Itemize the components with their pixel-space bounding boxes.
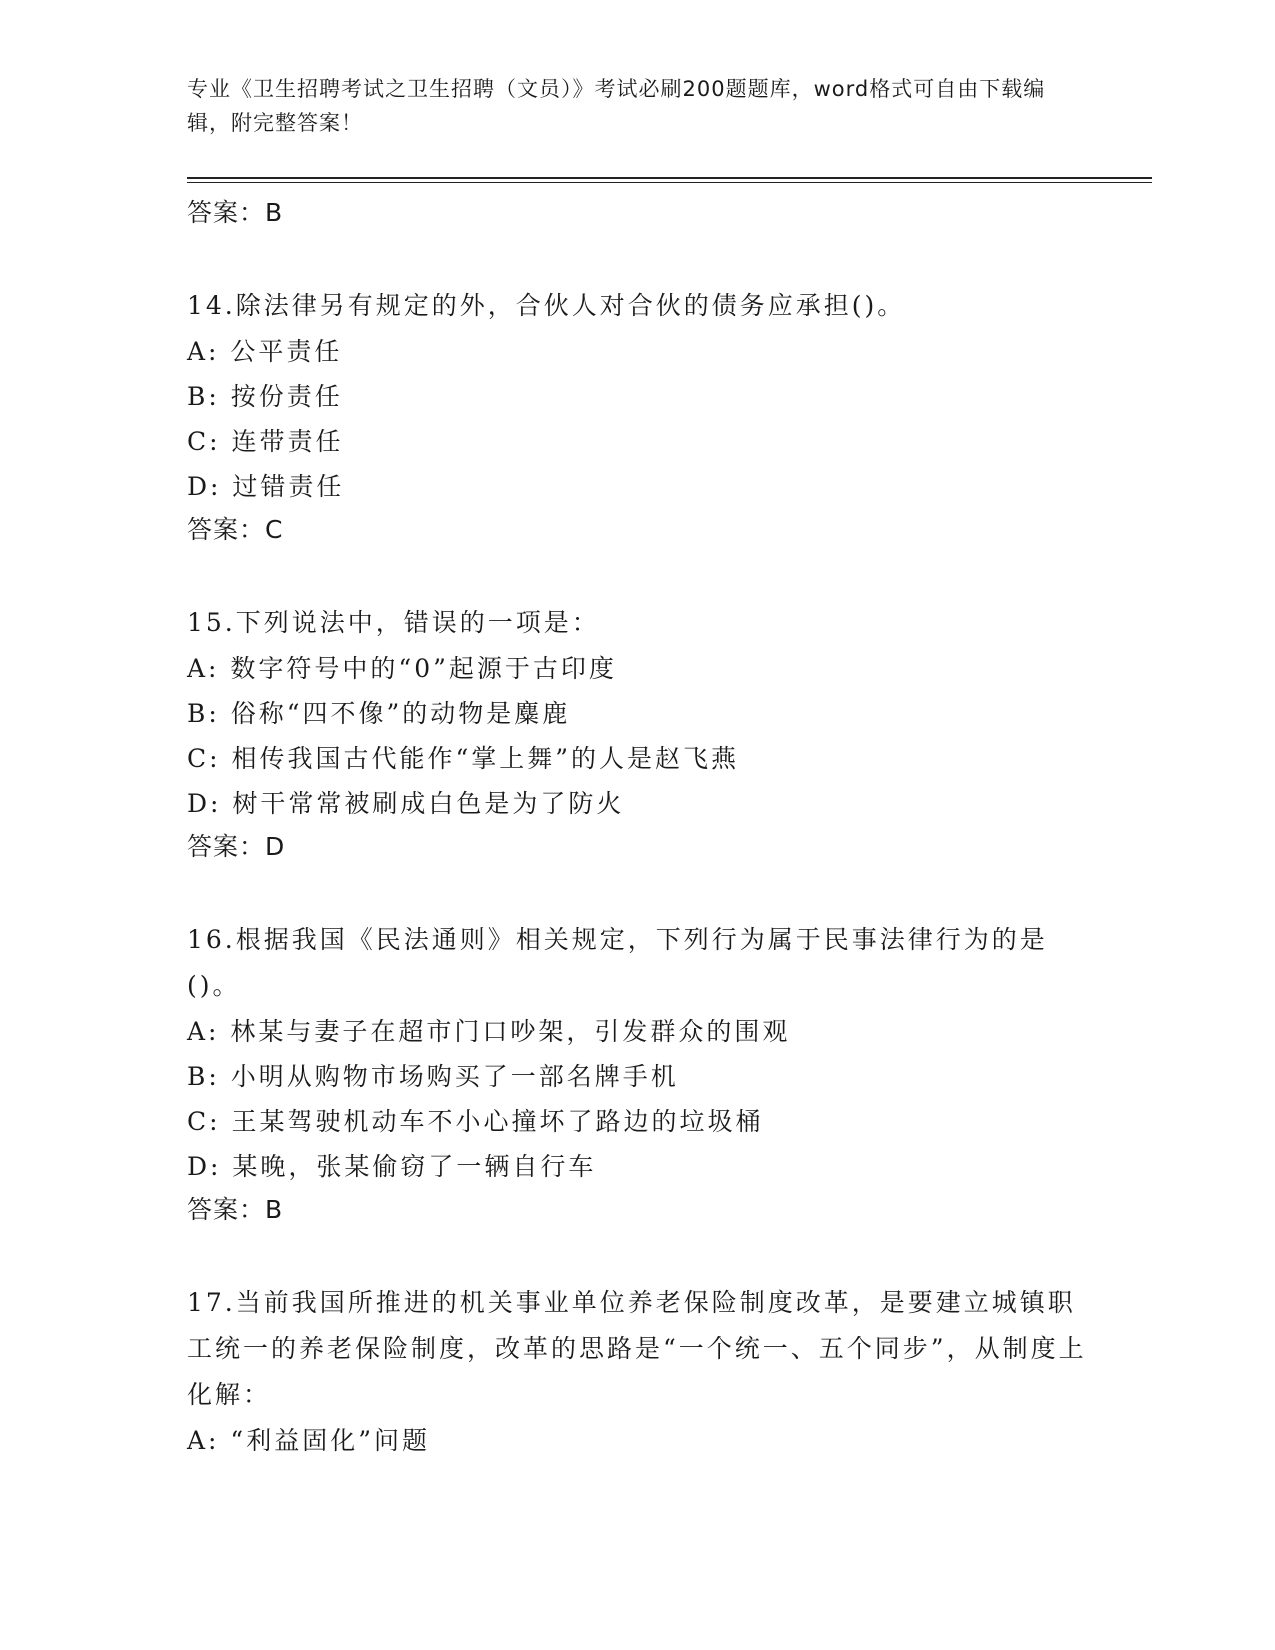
question-stem: 14.除法律另有规定的外，合伙人对合伙的债务应承担()。 [187, 291, 906, 320]
page-header: 专业《卫生招聘考试之卫生招聘（文员）》考试必刷200题题库，word格式可自由下载编辑，附完整答案！ [187, 77, 1046, 135]
answer-16: 答案：B [187, 1195, 284, 1224]
question-14 [187, 283, 1087, 547]
option-c: C: 王某驾驶机动车不小心撞坏了路边的垃圾桶 [187, 1107, 764, 1136]
option-d: D: 过错责任 [187, 472, 345, 501]
option-d: D: 树干常常被刷成白色是为了防火 [187, 789, 625, 818]
header-divider-thin [187, 182, 1152, 183]
answer-14: 答案：C [187, 515, 284, 544]
header-divider [187, 177, 1152, 179]
question-16 [187, 917, 1087, 1227]
option-a: A: 林某与妻子在超市门口吵架，引发群众的围观 [187, 1017, 791, 1046]
question-15 [187, 600, 1087, 864]
option-c: C: 相传我国古代能作“掌上舞”的人是赵飞燕 [187, 744, 740, 773]
question-list [187, 192, 1087, 1463]
option-c: C: 连带责任 [187, 427, 344, 456]
question-stem: 17.当前我国所推进的机关事业单位养老保险制度改革，是要建立城镇职工统一的养老保险制度，改革的思路是“一个统一、五个同步”，从制度上化解： [187, 1288, 1087, 1409]
option-b: B: 俗称“四不像”的动物是麋鹿 [187, 699, 571, 728]
question-17 [187, 1280, 1087, 1463]
question-stem: 15.下列说法中，错误的一项是： [187, 608, 600, 637]
option-b: B: 小明从购物市场购买了一部名牌手机 [187, 1062, 679, 1091]
option-d: D: 某晚，张某偷窃了一辆自行车 [187, 1152, 597, 1181]
option-b: B: 按份责任 [187, 382, 343, 411]
option-a: A: 公平责任 [187, 337, 343, 366]
answer-15: 答案：D [187, 832, 286, 861]
option-a: A: “利益固化”问题 [187, 1426, 430, 1455]
option-a: A: 数字符号中的“0”起源于古印度 [187, 654, 617, 683]
answer-13: 答案：B [187, 198, 284, 227]
question-stem: 16.根据我国《民法通则》相关规定，下列行为属于民事法律行为的是()。 [187, 925, 1048, 1000]
